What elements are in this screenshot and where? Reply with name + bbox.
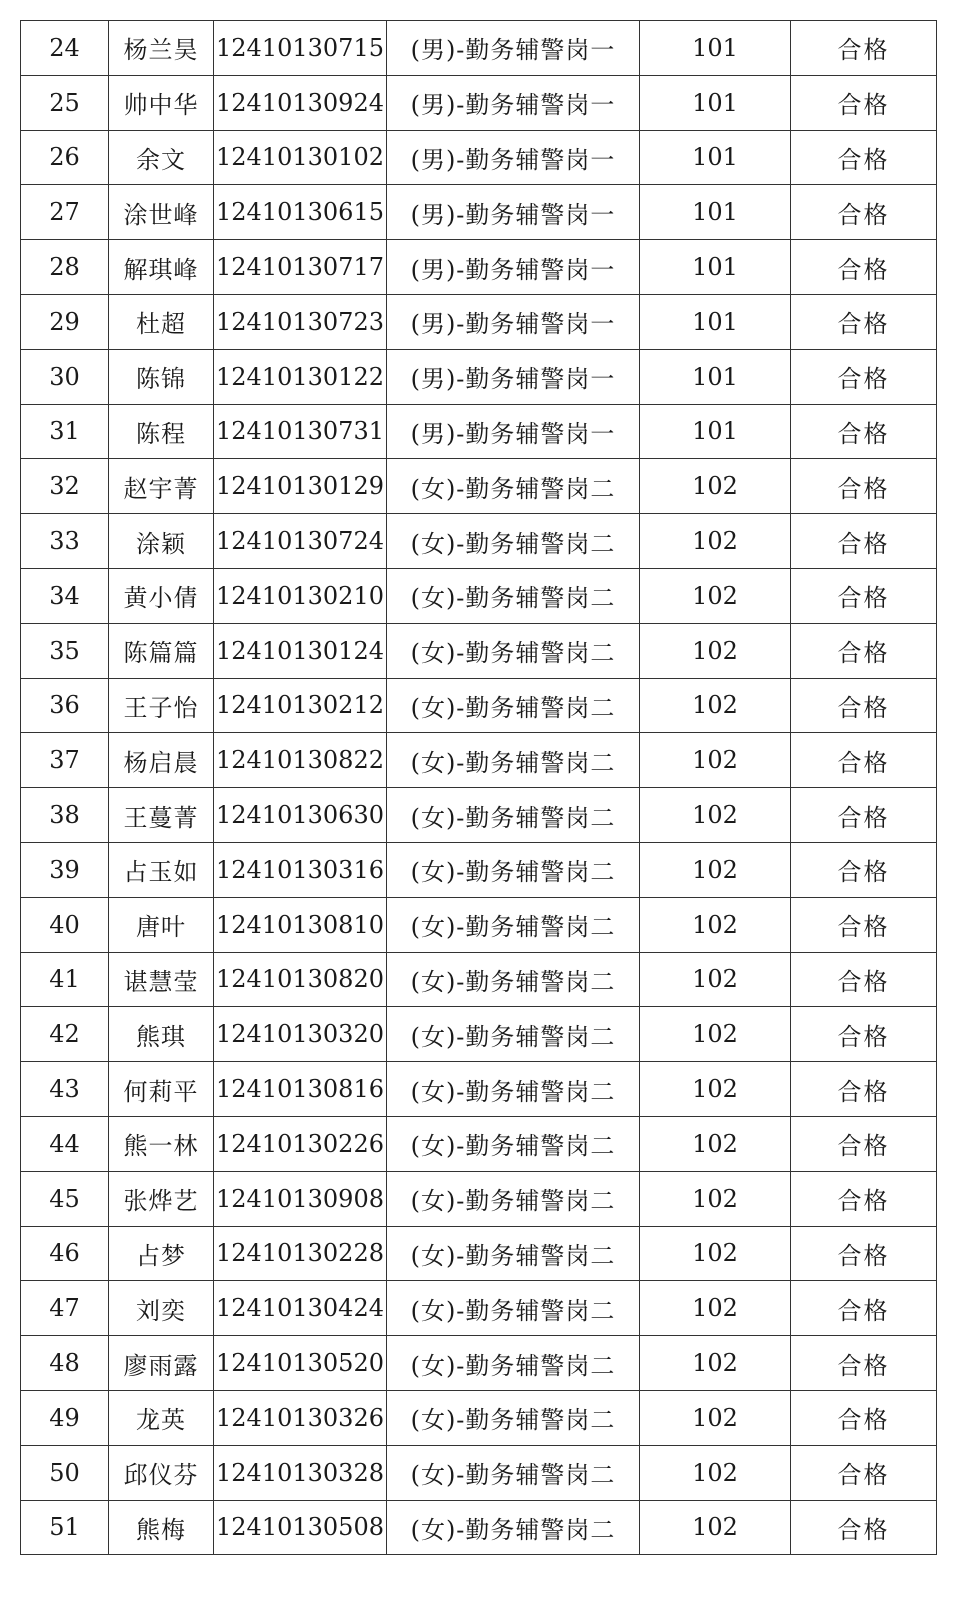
post-cell: (女)-勤务辅警岗二 bbox=[387, 623, 640, 678]
exam-id-cell: 12410130723 bbox=[214, 294, 387, 349]
post-code-cell: 101 bbox=[640, 75, 791, 130]
result-cell: 合格 bbox=[791, 678, 937, 733]
exam-id-cell: 12410130320 bbox=[214, 1007, 387, 1062]
exam-id-cell: 12410130810 bbox=[214, 897, 387, 952]
post-cell: (女)-勤务辅警岗二 bbox=[387, 788, 640, 843]
seq-cell: 24 bbox=[21, 21, 109, 76]
post-code-cell: 102 bbox=[640, 1226, 791, 1281]
name-cell: 占梦 bbox=[109, 1226, 214, 1281]
exam-id-cell: 12410130316 bbox=[214, 842, 387, 897]
exam-id-cell: 12410130212 bbox=[214, 678, 387, 733]
name-cell: 龙英 bbox=[109, 1390, 214, 1445]
name-cell: 黄小倩 bbox=[109, 568, 214, 623]
result-cell: 合格 bbox=[791, 1390, 937, 1445]
seq-cell: 39 bbox=[21, 842, 109, 897]
post-cell: (男)-勤务辅警岗一 bbox=[387, 130, 640, 185]
name-cell: 涂世峰 bbox=[109, 185, 214, 240]
results-table-body bbox=[21, 21, 937, 1555]
post-code-cell: 101 bbox=[640, 185, 791, 240]
name-cell: 谌慧莹 bbox=[109, 952, 214, 1007]
table-row bbox=[21, 1445, 937, 1500]
name-cell: 唐叶 bbox=[109, 897, 214, 952]
exam-id-cell: 12410130630 bbox=[214, 788, 387, 843]
exam-id-cell: 12410130717 bbox=[214, 240, 387, 295]
post-code-cell: 102 bbox=[640, 1281, 791, 1336]
name-cell: 陈程 bbox=[109, 404, 214, 459]
table-row bbox=[21, 952, 937, 1007]
table-row bbox=[21, 459, 937, 514]
post-cell: (女)-勤务辅警岗二 bbox=[387, 1500, 640, 1555]
seq-cell: 27 bbox=[21, 185, 109, 240]
post-code-cell: 102 bbox=[640, 623, 791, 678]
exam-id-cell: 12410130908 bbox=[214, 1171, 387, 1226]
post-cell: (男)-勤务辅警岗一 bbox=[387, 185, 640, 240]
post-code-cell: 101 bbox=[640, 240, 791, 295]
result-cell: 合格 bbox=[791, 514, 937, 569]
table-row bbox=[21, 678, 937, 733]
table-row bbox=[21, 623, 937, 678]
name-cell: 刘奕 bbox=[109, 1281, 214, 1336]
exam-id-cell: 12410130724 bbox=[214, 514, 387, 569]
seq-cell: 35 bbox=[21, 623, 109, 678]
result-cell: 合格 bbox=[791, 623, 937, 678]
result-cell: 合格 bbox=[791, 1500, 937, 1555]
seq-cell: 49 bbox=[21, 1390, 109, 1445]
post-cell: (女)-勤务辅警岗二 bbox=[387, 1390, 640, 1445]
result-cell: 合格 bbox=[791, 1336, 937, 1391]
post-cell: (女)-勤务辅警岗二 bbox=[387, 842, 640, 897]
table-row bbox=[21, 1500, 937, 1555]
name-cell: 帅中华 bbox=[109, 75, 214, 130]
post-cell: (女)-勤务辅警岗二 bbox=[387, 1336, 640, 1391]
post-code-cell: 102 bbox=[640, 568, 791, 623]
table-row bbox=[21, 349, 937, 404]
seq-cell: 36 bbox=[21, 678, 109, 733]
post-code-cell: 101 bbox=[640, 404, 791, 459]
table-row bbox=[21, 1116, 937, 1171]
result-cell: 合格 bbox=[791, 459, 937, 514]
post-cell: (女)-勤务辅警岗二 bbox=[387, 1062, 640, 1117]
name-cell: 熊一林 bbox=[109, 1116, 214, 1171]
result-cell: 合格 bbox=[791, 1007, 937, 1062]
post-code-cell: 102 bbox=[640, 842, 791, 897]
result-cell: 合格 bbox=[791, 568, 937, 623]
post-code-cell: 102 bbox=[640, 514, 791, 569]
result-cell: 合格 bbox=[791, 1062, 937, 1117]
name-cell: 熊梅 bbox=[109, 1500, 214, 1555]
name-cell: 何莉平 bbox=[109, 1062, 214, 1117]
post-cell: (女)-勤务辅警岗二 bbox=[387, 459, 640, 514]
result-cell: 合格 bbox=[791, 952, 937, 1007]
post-cell: (女)-勤务辅警岗二 bbox=[387, 897, 640, 952]
post-cell: (女)-勤务辅警岗二 bbox=[387, 514, 640, 569]
name-cell: 解琪峰 bbox=[109, 240, 214, 295]
exam-id-cell: 12410130731 bbox=[214, 404, 387, 459]
exam-id-cell: 12410130129 bbox=[214, 459, 387, 514]
table-row bbox=[21, 1336, 937, 1391]
exam-id-cell: 12410130228 bbox=[214, 1226, 387, 1281]
table-row bbox=[21, 130, 937, 185]
table-row bbox=[21, 294, 937, 349]
post-cell: (女)-勤务辅警岗二 bbox=[387, 1007, 640, 1062]
exam-id-cell: 12410130816 bbox=[214, 1062, 387, 1117]
name-cell: 王子怡 bbox=[109, 678, 214, 733]
post-code-cell: 102 bbox=[640, 1116, 791, 1171]
post-code-cell: 102 bbox=[640, 788, 791, 843]
exam-id-cell: 12410130226 bbox=[214, 1116, 387, 1171]
name-cell: 杨兰昊 bbox=[109, 21, 214, 76]
seq-cell: 46 bbox=[21, 1226, 109, 1281]
results-table bbox=[20, 20, 937, 1555]
table-row bbox=[21, 842, 937, 897]
exam-id-cell: 12410130924 bbox=[214, 75, 387, 130]
post-code-cell: 101 bbox=[640, 21, 791, 76]
name-cell: 熊琪 bbox=[109, 1007, 214, 1062]
result-cell: 合格 bbox=[791, 294, 937, 349]
post-cell: (男)-勤务辅警岗一 bbox=[387, 349, 640, 404]
result-cell: 合格 bbox=[791, 240, 937, 295]
result-cell: 合格 bbox=[791, 1116, 937, 1171]
result-cell: 合格 bbox=[791, 1226, 937, 1281]
result-cell: 合格 bbox=[791, 1445, 937, 1500]
seq-cell: 28 bbox=[21, 240, 109, 295]
exam-id-cell: 12410130328 bbox=[214, 1445, 387, 1500]
seq-cell: 41 bbox=[21, 952, 109, 1007]
seq-cell: 33 bbox=[21, 514, 109, 569]
result-cell: 合格 bbox=[791, 349, 937, 404]
name-cell: 廖雨露 bbox=[109, 1336, 214, 1391]
post-code-cell: 102 bbox=[640, 1007, 791, 1062]
result-cell: 合格 bbox=[791, 130, 937, 185]
name-cell: 邱仪芬 bbox=[109, 1445, 214, 1500]
seq-cell: 32 bbox=[21, 459, 109, 514]
result-cell: 合格 bbox=[791, 788, 937, 843]
table-row bbox=[21, 185, 937, 240]
post-cell: (女)-勤务辅警岗二 bbox=[387, 1281, 640, 1336]
post-code-cell: 102 bbox=[640, 1336, 791, 1391]
seq-cell: 25 bbox=[21, 75, 109, 130]
post-cell: (女)-勤务辅警岗二 bbox=[387, 1226, 640, 1281]
result-cell: 合格 bbox=[791, 75, 937, 130]
post-code-cell: 102 bbox=[640, 952, 791, 1007]
post-cell: (女)-勤务辅警岗二 bbox=[387, 733, 640, 788]
exam-id-cell: 12410130210 bbox=[214, 568, 387, 623]
seq-cell: 47 bbox=[21, 1281, 109, 1336]
post-code-cell: 102 bbox=[640, 1390, 791, 1445]
post-code-cell: 102 bbox=[640, 1171, 791, 1226]
seq-cell: 40 bbox=[21, 897, 109, 952]
table-row bbox=[21, 1281, 937, 1336]
name-cell: 杨启晨 bbox=[109, 733, 214, 788]
post-cell: (女)-勤务辅警岗二 bbox=[387, 678, 640, 733]
seq-cell: 45 bbox=[21, 1171, 109, 1226]
exam-id-cell: 12410130822 bbox=[214, 733, 387, 788]
post-code-cell: 102 bbox=[640, 459, 791, 514]
table-row bbox=[21, 514, 937, 569]
table-row bbox=[21, 733, 937, 788]
exam-id-cell: 12410130508 bbox=[214, 1500, 387, 1555]
seq-cell: 34 bbox=[21, 568, 109, 623]
table-row bbox=[21, 1226, 937, 1281]
post-cell: (男)-勤务辅警岗一 bbox=[387, 240, 640, 295]
post-cell: (男)-勤务辅警岗一 bbox=[387, 75, 640, 130]
seq-cell: 51 bbox=[21, 1500, 109, 1555]
table-row bbox=[21, 240, 937, 295]
seq-cell: 42 bbox=[21, 1007, 109, 1062]
exam-id-cell: 12410130820 bbox=[214, 952, 387, 1007]
table-row bbox=[21, 788, 937, 843]
table-row bbox=[21, 568, 937, 623]
name-cell: 涂颖 bbox=[109, 514, 214, 569]
table-row bbox=[21, 21, 937, 76]
post-cell: (男)-勤务辅警岗一 bbox=[387, 404, 640, 459]
post-code-cell: 101 bbox=[640, 349, 791, 404]
post-code-cell: 102 bbox=[640, 678, 791, 733]
seq-cell: 38 bbox=[21, 788, 109, 843]
seq-cell: 37 bbox=[21, 733, 109, 788]
result-cell: 合格 bbox=[791, 842, 937, 897]
result-cell: 合格 bbox=[791, 897, 937, 952]
results-table-container bbox=[20, 20, 937, 1555]
name-cell: 余文 bbox=[109, 130, 214, 185]
table-row bbox=[21, 897, 937, 952]
name-cell: 陈锦 bbox=[109, 349, 214, 404]
post-code-cell: 101 bbox=[640, 294, 791, 349]
name-cell: 陈篇篇 bbox=[109, 623, 214, 678]
exam-id-cell: 12410130424 bbox=[214, 1281, 387, 1336]
result-cell: 合格 bbox=[791, 733, 937, 788]
seq-cell: 43 bbox=[21, 1062, 109, 1117]
result-cell: 合格 bbox=[791, 1171, 937, 1226]
seq-cell: 26 bbox=[21, 130, 109, 185]
seq-cell: 31 bbox=[21, 404, 109, 459]
post-code-cell: 102 bbox=[640, 1062, 791, 1117]
exam-id-cell: 12410130615 bbox=[214, 185, 387, 240]
post-cell: (女)-勤务辅警岗二 bbox=[387, 1171, 640, 1226]
table-row bbox=[21, 75, 937, 130]
post-cell: (女)-勤务辅警岗二 bbox=[387, 1445, 640, 1500]
post-cell: (男)-勤务辅警岗一 bbox=[387, 21, 640, 76]
name-cell: 杜超 bbox=[109, 294, 214, 349]
result-cell: 合格 bbox=[791, 404, 937, 459]
post-cell: (女)-勤务辅警岗二 bbox=[387, 952, 640, 1007]
exam-id-cell: 12410130102 bbox=[214, 130, 387, 185]
table-row bbox=[21, 1062, 937, 1117]
exam-id-cell: 12410130326 bbox=[214, 1390, 387, 1445]
table-row bbox=[21, 1171, 937, 1226]
post-code-cell: 102 bbox=[640, 897, 791, 952]
exam-id-cell: 12410130520 bbox=[214, 1336, 387, 1391]
post-cell: (女)-勤务辅警岗二 bbox=[387, 568, 640, 623]
post-code-cell: 102 bbox=[640, 1500, 791, 1555]
name-cell: 赵宇菁 bbox=[109, 459, 214, 514]
post-code-cell: 102 bbox=[640, 733, 791, 788]
exam-id-cell: 12410130124 bbox=[214, 623, 387, 678]
result-cell: 合格 bbox=[791, 185, 937, 240]
seq-cell: 48 bbox=[21, 1336, 109, 1391]
seq-cell: 29 bbox=[21, 294, 109, 349]
name-cell: 张烨艺 bbox=[109, 1171, 214, 1226]
seq-cell: 50 bbox=[21, 1445, 109, 1500]
post-cell: (女)-勤务辅警岗二 bbox=[387, 1116, 640, 1171]
result-cell: 合格 bbox=[791, 21, 937, 76]
exam-id-cell: 12410130715 bbox=[214, 21, 387, 76]
table-row bbox=[21, 404, 937, 459]
name-cell: 占玉如 bbox=[109, 842, 214, 897]
table-row bbox=[21, 1390, 937, 1445]
post-cell: (男)-勤务辅警岗一 bbox=[387, 294, 640, 349]
name-cell: 王蔓菁 bbox=[109, 788, 214, 843]
post-code-cell: 101 bbox=[640, 130, 791, 185]
seq-cell: 44 bbox=[21, 1116, 109, 1171]
result-cell: 合格 bbox=[791, 1281, 937, 1336]
table-row bbox=[21, 1007, 937, 1062]
seq-cell: 30 bbox=[21, 349, 109, 404]
post-code-cell: 102 bbox=[640, 1445, 791, 1500]
exam-id-cell: 12410130122 bbox=[214, 349, 387, 404]
